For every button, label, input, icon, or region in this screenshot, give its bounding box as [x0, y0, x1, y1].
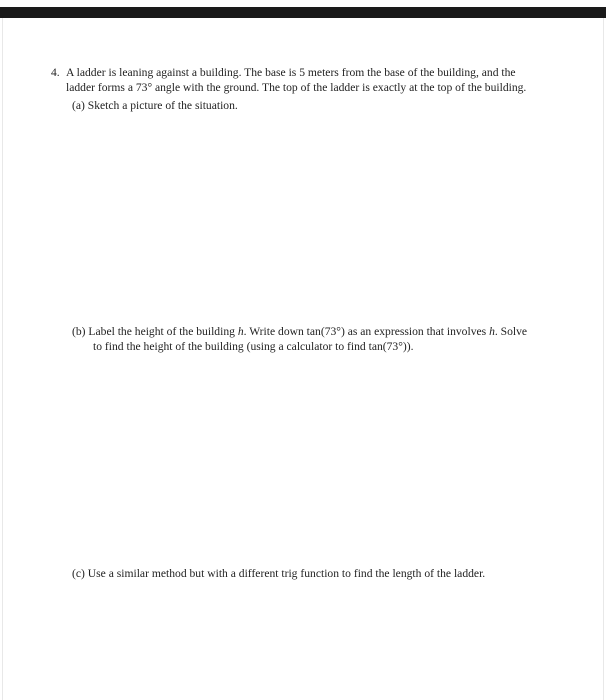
problem-stem-line-1: A ladder is leaning against a building. The base is 5 meters from the base of the building, and the	[66, 66, 516, 79]
part-b-prompt-line-1	[72, 324, 527, 339]
part-b-text-3: . Solve	[494, 325, 528, 338]
part-c-prompt: (c) Use a similar method but with a different trig function to find the length of the ladder.	[72, 567, 486, 580]
page-left-edge	[2, 18, 3, 700]
part-b-text-2: . Write down tan(73°) as an expression that involves	[243, 325, 490, 338]
page-right-edge	[603, 18, 604, 700]
part-b-prompt-line-2: to find the height of the building (using a calculator to find tan(73°)).	[93, 340, 414, 353]
problem-stem-line-2: ladder forms a 73° angle with the ground. The top of the ladder is exactly at the top of the building.	[66, 81, 527, 94]
variable-h: h	[237, 325, 244, 338]
problem-number: 4.	[51, 66, 60, 79]
part-a-prompt: (a) Sketch a picture of the situation.	[72, 99, 238, 112]
variable-h-2: h	[489, 325, 495, 338]
part-b-text-1: (b) Label the height of the building	[72, 325, 238, 338]
top-bar	[0, 7, 606, 18]
